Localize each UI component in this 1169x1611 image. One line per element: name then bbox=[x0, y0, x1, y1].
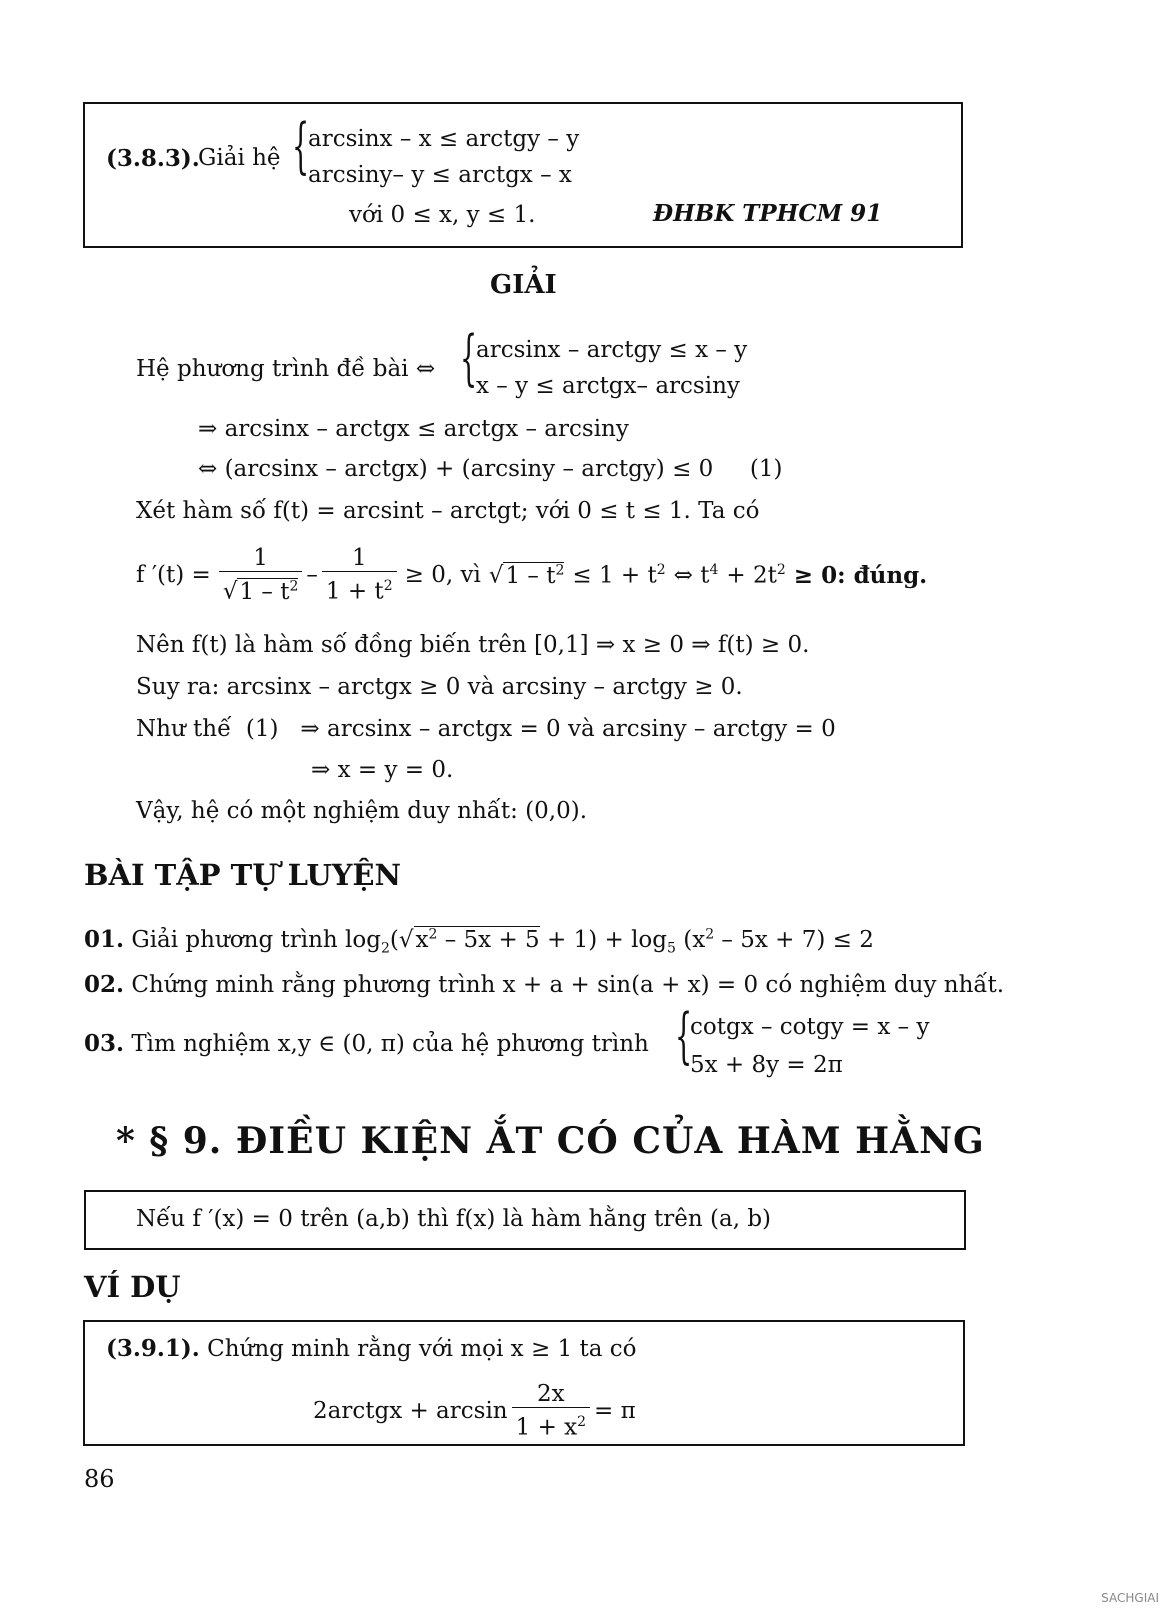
formula-frac bbox=[512, 1381, 590, 1442]
exercise-2 bbox=[84, 971, 1004, 998]
exercise-3-text: Tìm nghiệm x,y ∈ (0, π) của hệ phương trình bbox=[131, 1031, 649, 1057]
formula-frac-num: 2x bbox=[512, 1381, 590, 1408]
derivative-line bbox=[136, 545, 927, 606]
solution-sys2: x – y ≤ arctgx– arcsiny bbox=[476, 373, 740, 399]
problem-source: ĐHBK TPHCM 91 bbox=[653, 200, 883, 227]
formula-frac-den: $1 + x^2$ bbox=[515, 1414, 587, 1441]
exercise-1-text-d: + 1) + log bbox=[546, 927, 667, 953]
frac2-den: $1 + t^2$ bbox=[325, 578, 393, 605]
exercise-3-label: 03. bbox=[84, 1030, 125, 1057]
frac1-num: 1 bbox=[219, 545, 303, 572]
exercise-3-eq1: cotgx – cotgy = x – y bbox=[690, 1014, 930, 1040]
section-9-title: * § 9. ĐIỀU KIỆN ẮT CÓ CỦA HÀM HẰNG bbox=[116, 1120, 985, 1162]
system-eq1: arcsinx – x ≤ arctgy – y bbox=[308, 126, 580, 152]
exercise-1-text-e: (x bbox=[683, 927, 706, 953]
frac1-den-text: 1 – t bbox=[239, 578, 290, 605]
formula-right: = π bbox=[594, 1398, 636, 1425]
solution-sys1: arcsinx – arctgy ≤ x – y bbox=[476, 337, 748, 363]
exercise-3 bbox=[84, 1030, 649, 1057]
derivative-rest-e: + $2t^2$ bbox=[726, 562, 786, 589]
problem-prompt: Giải hệ bbox=[198, 145, 281, 171]
solution-increasing: Nên f(t) là hàm số đồng biến trên [0,1] ⇒ x ≥ 0 ⇒ f(t) ≥ 0. bbox=[136, 632, 810, 658]
exercise-1-text-f: – 5x + 7) ≤ 2 bbox=[721, 927, 874, 953]
solution-conclusion: Vậy, hệ có một nghiệm duy nhất: (0,0). bbox=[136, 798, 588, 824]
example-text: Chứng minh rằng với mọi x ≥ 1 ta có bbox=[207, 1336, 637, 1362]
derivative-rest-a: ≥ 0, vì bbox=[404, 562, 481, 589]
exercise-1-label: 01. bbox=[84, 926, 125, 953]
exercise-3-eq2: 5x + 8y = 2π bbox=[690, 1052, 843, 1078]
exercise-2-text: Chứng minh rằng phương trình x + a + sin(a + x) = 0 có nghiệm duy nhất. bbox=[131, 972, 1005, 998]
solution-step2: ⇔ (arcsinx – arctgx) + (arcsiny – arctgy) ≤ 0 (1) bbox=[198, 456, 783, 482]
watermark-logo: SACHGIAI bbox=[1101, 1591, 1159, 1605]
derivative-frac1 bbox=[219, 545, 303, 606]
solution-thus: Như thế (1) ⇒ arcsinx – arctgx = 0 và arcsiny – arctgy = 0 bbox=[136, 716, 836, 742]
exercise-1: 01. Giải phương trình $\log_2(√x^2 - 5x + 5 + 1) + \log_5 (x^2 - 5x + 7) \le 2$ bbox=[84, 926, 874, 957]
problem-condition: với 0 ≤ x, y ≤ 1. bbox=[349, 202, 536, 228]
frac2-den-text: 1 + t bbox=[325, 578, 384, 605]
solution-consider: Xét hàm số f(t) = arcsint – arctgt; với 0 ≤ t ≤ 1. Ta có bbox=[136, 498, 760, 524]
derivative-rest-f: ≥ 0: đúng. bbox=[793, 561, 928, 589]
exercises-heading: BÀI TẬP TỰ LUYỆN bbox=[84, 858, 402, 892]
system-eq2: arcsiny– y ≤ arctgx – x bbox=[308, 162, 572, 188]
derivative-rest-c: ≤ $1 + t^2$ bbox=[572, 562, 666, 589]
solution-deduce: Suy ra: arcsinx – arctgx ≥ 0 và arcsiny – arctgy ≥ 0. bbox=[136, 674, 743, 700]
exercise-1-text-a: Giải phương trình log bbox=[131, 927, 381, 953]
derivative-sqrt: $√1 - t^2$ bbox=[488, 562, 565, 589]
system-brace: { bbox=[292, 111, 310, 181]
solution-xy: ⇒ x = y = 0. bbox=[311, 757, 454, 783]
exercise-3-brace: { bbox=[675, 1001, 693, 1071]
frac2-num: 1 bbox=[322, 545, 397, 572]
solution-heading: GIẢI bbox=[490, 270, 557, 300]
derivative-left: f ′(t) = bbox=[136, 562, 211, 589]
frac1-den: $√1 - t^2$ bbox=[222, 578, 299, 605]
derivative-frac2 bbox=[322, 545, 397, 606]
solution-intro: Hệ phương trình đề bài ⇔ bbox=[136, 356, 436, 382]
solution-step1: ⇒ arcsinx – arctgx ≤ arctgx – arcsiny bbox=[198, 416, 629, 442]
solution-system-brace: { bbox=[460, 323, 478, 393]
example-statement bbox=[106, 1335, 636, 1362]
problem-label: (3.8.3). bbox=[106, 145, 200, 172]
example-formula bbox=[313, 1381, 636, 1442]
theorem-text: Nếu f ′(x) = 0 trên (a,b) thì f(x) là hàm hằng trên (a, b) bbox=[136, 1206, 772, 1232]
example-heading: VÍ DỤ bbox=[84, 1270, 181, 1304]
derivative-rest-d: ⇔ $t^4$ bbox=[673, 562, 719, 589]
formula-left: 2arctgx + arcsin bbox=[313, 1398, 508, 1425]
derivative-minus: – bbox=[306, 562, 318, 589]
derivative-rest-b: 1 – t bbox=[505, 562, 556, 589]
page-number: 86 bbox=[84, 1465, 115, 1493]
example-label: (3.9.1). bbox=[106, 1335, 200, 1362]
exercise-2-label: 02. bbox=[84, 971, 125, 998]
